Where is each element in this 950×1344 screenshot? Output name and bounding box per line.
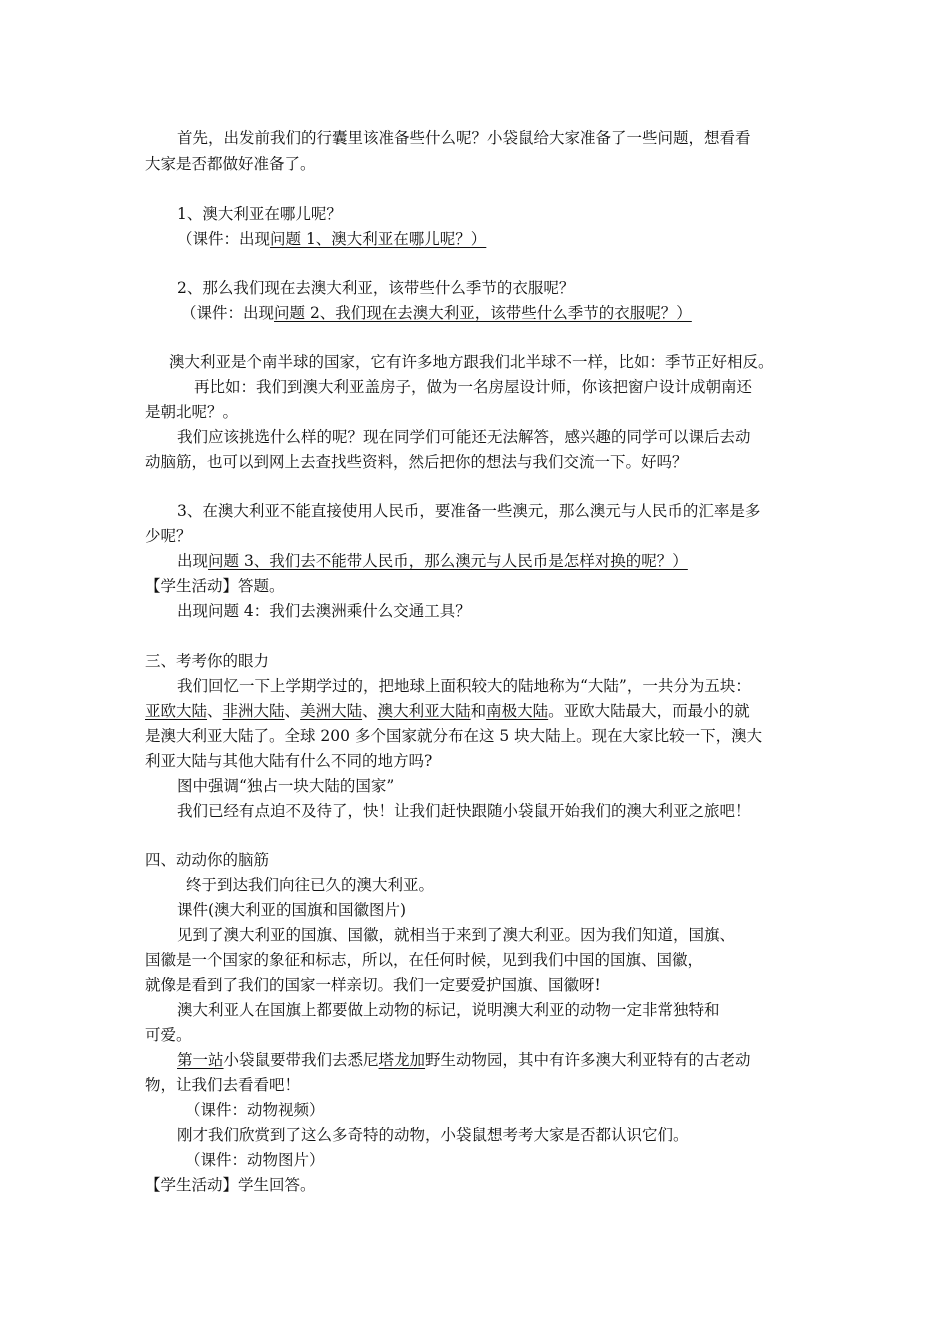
continent-antarctica: 南极大陆 (486, 702, 549, 720)
question-4: 出现问题 4：我们去澳洲乘什么交通工具？ (177, 602, 471, 620)
first-stop-text-tail: 野生动物园，其中有许多澳大利亚特有的古老动 (425, 1051, 751, 1069)
paragraph-line: 是朝北呢？。 (145, 403, 239, 421)
question-1: 1、澳大利亚在哪儿呢？ (177, 205, 342, 223)
separator: 、 (284, 702, 301, 720)
paragraph-line: 我们应该挑选什么样的呢？现在同学们可能还无法解答，感兴趣的同学可以课后去动 (177, 428, 751, 446)
section-heading-3: 三、考考你的眼力 (145, 652, 270, 670)
paragraph-line: 我们回忆一下上学期学过的，把地球上面积较大的陆地称为“大陆”，一共分为五块： (177, 677, 751, 695)
student-activity: 【学生活动】学生回答。 (145, 1176, 316, 1194)
first-stop-label: 第一站 (177, 1051, 224, 1069)
courseware-note: （课件：动物图片） (185, 1151, 325, 1169)
paragraph-line: 图中强调“独占一块大陆的国家” (177, 777, 395, 795)
courseware-note-1 (177, 228, 486, 250)
continent-africa: 非洲大陆 (222, 702, 285, 720)
courseware-note-3 (177, 550, 688, 572)
paragraph-line: 澳大利亚是个南半球的国家，它有许多地方跟我们北半球不一样，比如：季节正好相反。 (169, 353, 774, 371)
question-2-underlined: 问题 2、我们现在去澳大利亚，该带些什么季节的衣服呢？） (274, 304, 692, 322)
paragraph-line: 我们已经有点迫不及待了，快！让我们赶快跟随小袋鼠开始我们的澳大利亚之旅吧！ (177, 802, 751, 820)
paragraph-line: 是澳大利亚大陆了。全球 200 多个国家就分布在这 5 块大陆上。现在大家比较一下，澳大 (145, 727, 763, 745)
first-stop-line (177, 1049, 751, 1071)
section-heading-4: 四、动动你的脑筋 (145, 851, 270, 869)
paragraph-line: 见到了澳大利亚的国旗、国徽，就相当于来到了澳大利亚。因为我们知道，国旗、 (177, 926, 736, 944)
question-2: 2、那么我们现在去澳大利亚，该带些什么季节的衣服呢？ (177, 279, 575, 297)
paragraph-line: 动脑筋，也可以到网上去查找些资料，然后把你的想法与我们交流一下。好吗？ (145, 453, 688, 471)
continent-eurasia: 亚欧大陆 (145, 702, 208, 720)
student-activity: 【学生活动】答题。 (145, 577, 285, 595)
continents-line (145, 700, 750, 722)
paragraph-line: 澳大利亚人在国旗上都要做上动物的标记，说明澳大利亚的动物一定非常独特和 (177, 1001, 720, 1019)
courseware-note: （课件：动物视频） (185, 1101, 325, 1119)
paragraph-line: 少呢？ (145, 527, 192, 545)
paragraph-line: 刚才我们欣赏到了这么多奇特的动物，小袋鼠想考考大家是否都认识它们。 (177, 1126, 689, 1144)
note-prefix: （课件：出现 (177, 230, 271, 248)
separator: 和 (470, 702, 487, 720)
paragraph-line: 就像是看到了我们的国家一样亲切。我们一定要爱护国旗、国徽呀! (145, 976, 601, 994)
question-1-underlined: 问题 1、澳大利亚在哪儿呢？） (270, 230, 487, 248)
continent-americas: 美洲大陆 (300, 702, 363, 720)
separator: 、 (362, 702, 378, 720)
paragraph-line: 国徽是一个国家的象征和标志，所以，在任何时候，见到我们中国的国旗、国徽， (145, 951, 704, 969)
courseware-note-2 (181, 302, 692, 324)
taronga-label: 塔龙加 (378, 1051, 426, 1069)
paragraph-line: 物，让我们去看看吧！ (145, 1076, 301, 1094)
courseware-note: 课件(澳大利亚的国旗和国徽图片) (177, 901, 407, 919)
paragraph-line: 可爱。 (145, 1026, 192, 1044)
continent-australia: 澳大利亚大陆 (377, 702, 471, 720)
paragraph-line: 大家是否都做好准备了。 (145, 155, 316, 173)
question-3-underlined: 问题 3、我们去不能带人民币，那么澳元与人民币是怎样对换的呢？） (208, 552, 688, 570)
separator: 、 (207, 702, 223, 720)
paragraph-line: 利亚大陆与其他大陆有什么不同的地方吗? (145, 752, 433, 770)
paragraph-line: 首先，出发前我们的行囊里该准备些什么呢？小袋鼠给大家准备了一些问题，想看看 (177, 129, 751, 147)
note-prefix: （课件：出现 (181, 304, 275, 322)
note-prefix: 出现 (177, 552, 209, 570)
paragraph-line: 终于到达我们向往已久的澳大利亚。 (186, 876, 435, 894)
continents-line-tail: 。亚欧大陆最大，而最小的就 (548, 702, 750, 720)
question-3: 3、在澳大利亚不能直接使用人民币，要准备一些澳元，那么澳元与人民币的汇率是多 (177, 502, 761, 520)
first-stop-text: 小袋鼠要带我们去悉尼 (223, 1051, 379, 1069)
paragraph-line: 再比如：我们到澳大利亚盖房子，做为一名房屋设计师，你该把窗户设计成朝南还 (194, 378, 753, 396)
